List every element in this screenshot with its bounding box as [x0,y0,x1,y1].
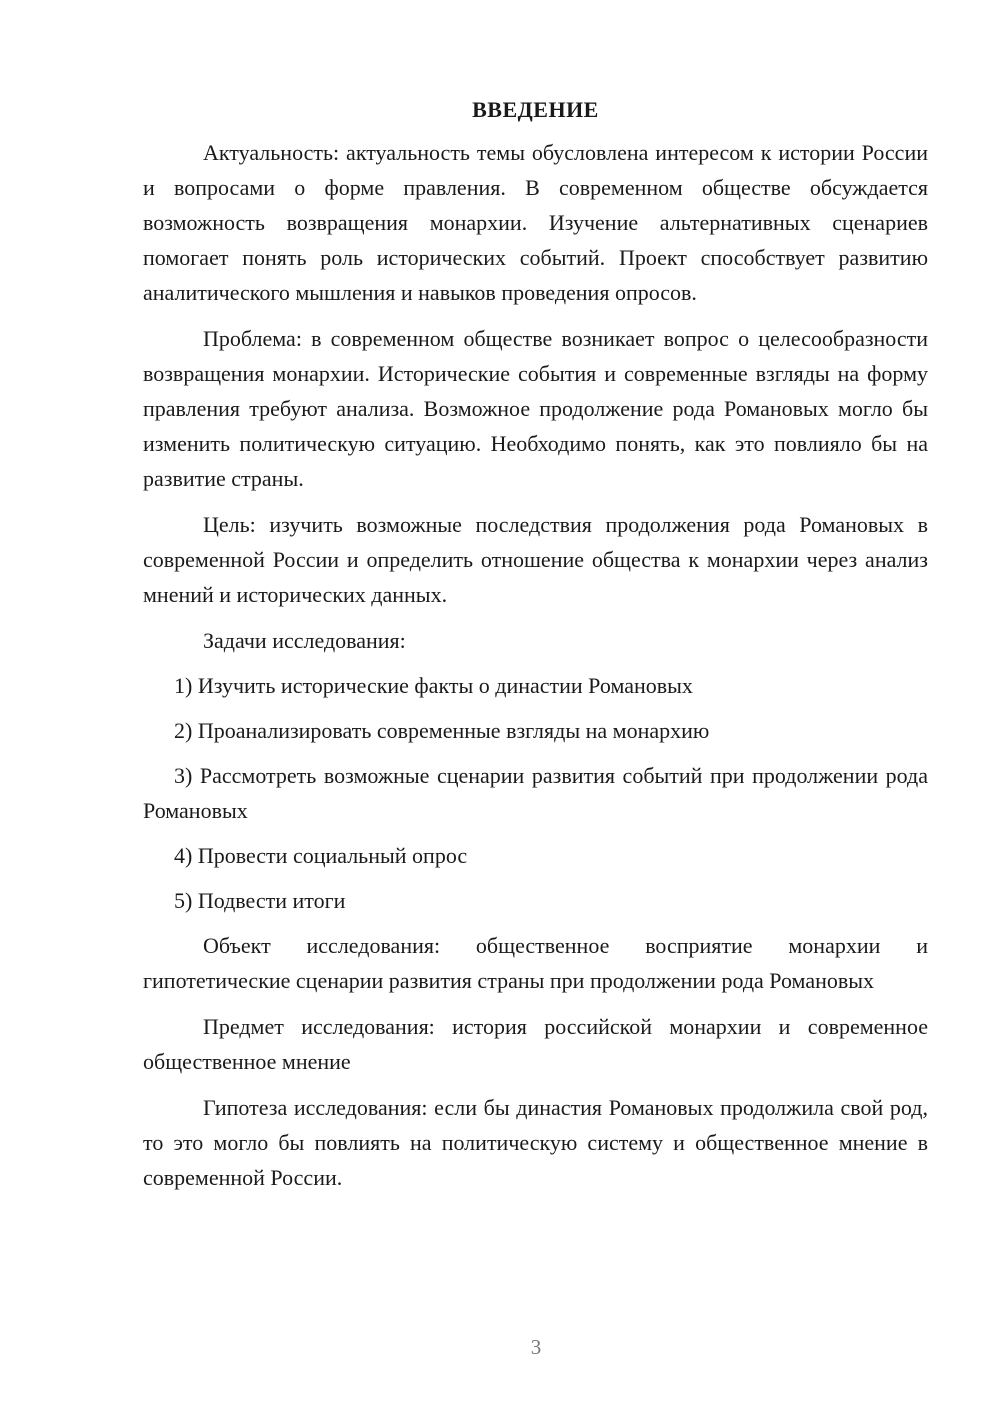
task-item: 3) Рассмотреть возможные сценарии развития событий при продолжении рода Романовых [143,763,928,823]
section-title: ВВЕДЕНИЕ [472,97,599,122]
task-item: 1) Изучить исторические факты о династии Романовых [174,673,693,698]
tasks-list [143,668,928,918]
hypothesis-paragraph: Гипотеза исследования: если бы династия Романовых продолжила свой род, то это могло бы повлиять на политическую систему и общественное мнение в современной России. [143,1095,928,1190]
page-number: 3 [530,1335,542,1359]
task-item: 4) Провести социальный опрос [174,843,468,868]
task-item: 5) Подвести итоги [174,888,346,913]
goal-paragraph: Цель: изучить возможные последствия продолжения рода Романовых в современной России и определить отношение общества к монархии через анализ мнений и исторических данных. [143,512,928,607]
task-item: 2) Проанализировать современные взгляды на монархию [174,718,710,743]
object-paragraph: Объект исследования: общественное восприятие монархии и гипотетические сценарии развития страны при продолжении рода Романовых [143,933,928,993]
problem-paragraph: Проблема: в современном обществе возникает вопрос о целесообразности возвращения монархии. Исторические события и современные взгляды на форму правления требуют анализа. Возможное продолжение рода Романовых могло бы изменить политическую ситуацию. Необходимо понять, как это повлияло бы на развитие страны. [143,326,928,491]
document-page [143,92,928,1206]
tasks-heading: Задачи исследования: [203,628,406,653]
relevance-paragraph: Актуальность: актуальность темы обусловлена интересом к истории России и вопросами о форме правления. В современном обществе обсуждается возможность возвращения монархии. Изучение альтернативных сценариев помогает понять роль исторических событий. Проект способствует развитию аналитического мышления и навыков проведения опросов. [143,140,928,305]
subject-paragraph: Предмет исследования: история российской монархии и современное общественное мнение [143,1014,928,1074]
